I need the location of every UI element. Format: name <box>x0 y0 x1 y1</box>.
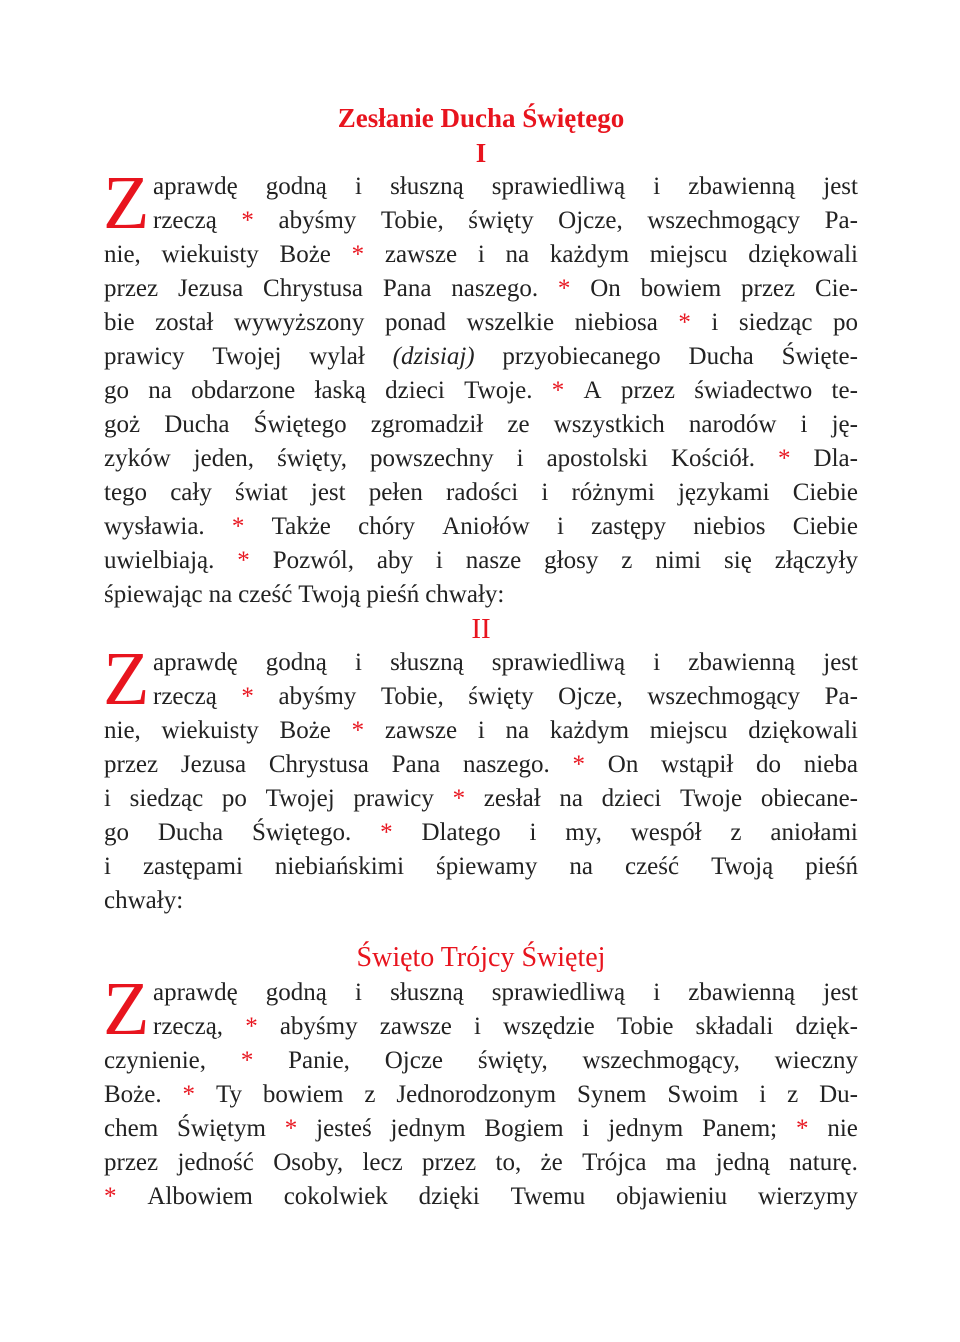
word: święty <box>468 207 534 234</box>
word: godną <box>265 173 327 200</box>
word: zbawienną <box>688 649 796 676</box>
word: Jednorodzonym <box>396 1081 557 1108</box>
word: Twojej <box>265 785 335 812</box>
text-line <box>104 714 858 748</box>
word: Pa- <box>824 207 858 234</box>
text-line <box>104 816 858 850</box>
text-line <box>104 340 858 374</box>
word: chwały: <box>104 887 184 914</box>
word: Pa- <box>824 683 858 710</box>
word: każdym <box>549 717 630 744</box>
preface-paragraph <box>103 967 858 1214</box>
word: Twoje <box>680 785 743 812</box>
word: my, <box>565 819 602 846</box>
word: zyków <box>104 445 171 472</box>
word: Twoje. <box>464 377 533 404</box>
word: i <box>653 979 661 1006</box>
word: miejscu <box>649 717 728 744</box>
word: przez <box>104 275 159 302</box>
word: i <box>582 1115 590 1142</box>
word: ponad <box>384 309 447 336</box>
word: Chrystusa <box>263 275 364 302</box>
word: bowiem <box>640 275 722 302</box>
word: wiekuisty <box>161 717 259 744</box>
text-line <box>104 238 858 272</box>
word: aniołami <box>770 819 858 846</box>
word: i <box>104 853 111 880</box>
text-line <box>104 748 858 782</box>
word: Twemu <box>510 1183 586 1210</box>
word: wierzymy <box>757 1183 858 1210</box>
preface-numeral: II <box>471 613 491 645</box>
word: Swoim <box>667 1081 739 1108</box>
word: zbawienną <box>688 979 796 1006</box>
word: Jezusa <box>177 275 244 302</box>
text-line <box>104 510 858 544</box>
word: wespół <box>630 819 702 846</box>
asterisk-mark: * <box>245 1013 258 1040</box>
word: jest <box>823 649 858 676</box>
word: i <box>477 717 485 744</box>
word: nasze <box>465 547 522 574</box>
word: Ducha <box>688 343 754 370</box>
word: łaską <box>314 377 366 404</box>
text-line <box>104 976 858 1010</box>
word: Pozwól, <box>272 547 354 574</box>
word: pieśń <box>366 581 420 608</box>
word: i <box>653 173 661 200</box>
word: obiecane- <box>760 785 858 812</box>
word: cokolwiek <box>283 1183 388 1210</box>
word: aby <box>376 547 413 574</box>
word: Boże. <box>104 1081 162 1108</box>
word: i <box>541 479 549 506</box>
word: to, <box>495 1149 522 1176</box>
asterisk-mark: * <box>572 751 586 778</box>
word: rzeczą <box>153 207 217 234</box>
word: naturę. <box>789 1149 858 1176</box>
word: niebios <box>693 513 766 540</box>
word: siedząc <box>738 309 813 336</box>
text-line <box>104 408 858 442</box>
word: z <box>787 1081 799 1108</box>
word: cześć <box>624 853 680 880</box>
word: Ciebie <box>792 513 858 540</box>
word: miejscu <box>649 241 728 268</box>
word: święty, <box>277 445 347 472</box>
word: i <box>355 979 362 1006</box>
word: że <box>540 1149 563 1176</box>
word: Dla- <box>813 445 858 472</box>
word: Ojcze <box>384 1047 444 1074</box>
word: Cie- <box>814 275 858 302</box>
word: i <box>355 649 362 676</box>
word: złączyły <box>774 547 858 574</box>
word: nie, <box>104 717 141 744</box>
text-line <box>104 476 858 510</box>
word: lecz <box>362 1149 403 1176</box>
word: po <box>832 309 858 336</box>
text-line <box>104 170 858 204</box>
word: Panem; <box>702 1115 778 1142</box>
section-gap <box>104 918 858 940</box>
word: Panie, <box>288 1047 350 1074</box>
word: przez <box>104 1149 159 1176</box>
word: słuszną <box>390 173 464 200</box>
text-line <box>104 306 858 340</box>
section-pentecost <box>104 100 858 918</box>
word: przez <box>104 751 159 778</box>
word: Synem <box>577 1081 647 1108</box>
text-line <box>104 646 858 680</box>
word: śpiewając <box>104 581 203 608</box>
word: jedność <box>177 1149 254 1176</box>
asterisk-mark: * <box>284 1115 298 1142</box>
text-line <box>104 1044 858 1078</box>
word: sprawiedliwą <box>491 173 626 200</box>
word: abyśmy <box>278 683 357 710</box>
word: Ty <box>215 1081 242 1108</box>
asterisk-mark: * <box>231 513 245 540</box>
word: Dlatego <box>421 819 501 846</box>
word: jesteś <box>316 1115 372 1142</box>
word: sprawiedliwą <box>491 979 626 1006</box>
word: Jezusa <box>180 751 247 778</box>
word: święty, <box>477 1047 548 1074</box>
text-line <box>104 544 858 578</box>
word: świadectwo <box>694 377 813 404</box>
word: siedząc <box>129 785 204 812</box>
word: objawieniu <box>616 1183 728 1210</box>
word: Ciebie <box>792 479 858 506</box>
word: On <box>590 275 621 302</box>
word: wiekuisty <box>161 241 259 268</box>
word: przez <box>620 377 675 404</box>
word: Twoją <box>711 853 774 880</box>
word: niebiosa <box>574 309 658 336</box>
word: Ojcze, <box>558 683 623 710</box>
asterisk-mark: * <box>452 785 466 812</box>
word: tego <box>104 479 148 506</box>
word: dziękowali <box>748 717 858 744</box>
word: zgromadził <box>370 411 484 438</box>
word: wszechmogący <box>647 207 801 234</box>
word: przez <box>741 275 796 302</box>
document-page <box>104 100 858 1214</box>
word: goż <box>104 411 141 438</box>
text-line <box>104 850 858 884</box>
word: Aniołów <box>442 513 530 540</box>
word: przez <box>422 1149 477 1176</box>
word: pieśń <box>805 853 858 880</box>
word: chwały: <box>425 581 505 608</box>
word: nie, <box>104 241 141 268</box>
word: i <box>477 241 485 268</box>
word: i <box>529 819 537 846</box>
word: Ducha <box>157 819 224 846</box>
word: jest <box>310 479 346 506</box>
word: A <box>583 377 602 404</box>
word: i <box>474 1013 481 1040</box>
word: cześć <box>238 581 293 608</box>
asterisk-mark: * <box>551 377 565 404</box>
text-line <box>104 578 858 612</box>
word: każdym <box>549 241 630 268</box>
text-line <box>104 680 858 714</box>
text-line <box>104 1010 858 1044</box>
word: wieczny <box>774 1047 858 1074</box>
word: aprawdę <box>153 649 238 676</box>
word: na <box>505 241 530 268</box>
word: jednym <box>608 1115 684 1142</box>
word: się <box>724 547 752 574</box>
asterisk-mark: * <box>795 1115 809 1142</box>
drop-cap: Z <box>103 967 150 1051</box>
word: jest <box>823 173 858 200</box>
word: składali <box>695 1013 774 1040</box>
word: świat <box>234 479 288 506</box>
word: Tobie, <box>380 207 444 234</box>
word: czynienie, <box>104 1047 207 1074</box>
word: (dzisiaj) <box>392 343 475 370</box>
word: na <box>559 785 583 812</box>
word: powszechny <box>370 445 494 472</box>
preface-paragraph <box>103 161 858 612</box>
word: jest <box>823 979 858 1006</box>
word: jednym <box>390 1115 466 1142</box>
word: na <box>569 853 593 880</box>
text-line <box>104 272 858 306</box>
word: naszego. <box>451 275 539 302</box>
word: chóry <box>358 513 416 540</box>
word: pełen <box>368 479 423 506</box>
word: ję- <box>831 411 858 438</box>
word: wysławia. <box>104 513 205 540</box>
word: rzeczą, <box>153 1013 224 1040</box>
asterisk-mark: * <box>380 819 393 846</box>
word: niebiańskimi <box>274 853 405 880</box>
word: Świętego <box>253 411 347 438</box>
drop-cap: Z <box>103 637 150 721</box>
word: święty <box>468 683 534 710</box>
word: zastępy <box>591 513 667 540</box>
word: słuszną <box>390 979 464 1006</box>
word: aprawdę <box>153 979 238 1006</box>
word: wszędzie <box>503 1013 595 1040</box>
word: rzeczą <box>153 683 217 710</box>
word: godną <box>265 979 327 1006</box>
word: Twojej <box>212 343 282 370</box>
text-line <box>104 374 858 408</box>
word: na <box>208 581 233 608</box>
word: przyobiecanego <box>502 343 661 370</box>
drop-cap: Z <box>103 161 150 245</box>
word: Świętego. <box>251 819 352 846</box>
word: i <box>759 1081 767 1108</box>
asterisk-mark: * <box>241 683 254 710</box>
section-trinity <box>104 940 858 1214</box>
word: Tobie, <box>380 683 444 710</box>
word: wszystkich <box>553 411 665 438</box>
word: i <box>556 513 564 540</box>
text-line <box>104 884 858 918</box>
word: te- <box>831 377 858 404</box>
word: wstąpił <box>661 751 734 778</box>
word: zawsze <box>384 717 458 744</box>
word: i <box>800 411 808 438</box>
word: Pana <box>382 275 432 302</box>
word: go <box>104 819 129 846</box>
preface-paragraph <box>103 637 858 918</box>
word: godną <box>265 649 327 676</box>
asterisk-mark: * <box>351 241 365 268</box>
word: cały <box>170 479 212 506</box>
asterisk-mark: * <box>557 275 571 302</box>
word: narodów <box>688 411 777 438</box>
word: bowiem <box>262 1081 344 1108</box>
word: Kościół. <box>670 445 756 472</box>
word: sprawiedliwą <box>491 649 626 676</box>
word: wywyższony <box>233 309 365 336</box>
word: dziękowali <box>748 241 858 268</box>
word: różnymi <box>571 479 655 506</box>
word: abyśmy <box>278 207 357 234</box>
word: obdarzone <box>191 377 296 404</box>
word: wszelkie <box>466 309 555 336</box>
word: dzięki <box>418 1183 480 1210</box>
word: słuszną <box>390 649 464 676</box>
asterisk-mark: * <box>104 1183 117 1210</box>
word: z <box>621 547 633 574</box>
text-line <box>104 1146 858 1180</box>
word: po <box>221 785 247 812</box>
word: Ducha <box>164 411 230 438</box>
word: Twoją <box>298 581 361 608</box>
asterisk-mark: * <box>241 207 254 234</box>
word: bie <box>104 309 135 336</box>
word: Chrystusa <box>268 751 369 778</box>
word: i <box>435 547 443 574</box>
word: naszego. <box>462 751 550 778</box>
word: Boże <box>279 717 331 744</box>
word: zawsze <box>384 241 458 268</box>
word: na <box>148 377 172 404</box>
asterisk-mark: * <box>182 1081 196 1108</box>
word: nieba <box>803 751 858 778</box>
word: radości <box>446 479 519 506</box>
word: został <box>155 309 214 336</box>
word: i <box>355 173 362 200</box>
asterisk-mark: * <box>240 1047 254 1074</box>
word: jedną <box>715 1149 770 1176</box>
text-line <box>104 442 858 476</box>
word: apostolski <box>546 445 648 472</box>
word: Świętym <box>177 1115 266 1142</box>
word: ze <box>507 411 530 438</box>
word: i <box>104 785 111 812</box>
word: prawicy <box>104 343 185 370</box>
word: Du- <box>819 1081 858 1108</box>
word: nimi <box>655 547 702 574</box>
word: dzięk- <box>795 1013 858 1040</box>
word: zesłał <box>483 785 541 812</box>
word: z <box>730 819 742 846</box>
word: głosy <box>544 547 599 574</box>
word: nie <box>827 1115 858 1142</box>
word: i <box>711 309 719 336</box>
text-line <box>104 1180 858 1214</box>
word: zawsze <box>379 1013 452 1040</box>
asterisk-mark: * <box>778 445 791 472</box>
word: językami <box>677 479 770 506</box>
word: dzieci <box>601 785 662 812</box>
word: wszechmogący, <box>582 1047 740 1074</box>
word: abyśmy <box>279 1013 358 1040</box>
word: Trójca <box>582 1149 647 1176</box>
word: On <box>607 751 639 778</box>
word: do <box>756 751 782 778</box>
preface-numeral: I <box>475 138 487 168</box>
word: zastępami <box>142 853 243 880</box>
word: Święte- <box>781 343 858 370</box>
word: Pana <box>391 751 441 778</box>
word: uwielbiają. <box>104 547 215 574</box>
word: i <box>653 649 661 676</box>
word: wylał <box>309 343 365 370</box>
word: Boże <box>279 241 331 268</box>
word: Osoby, <box>273 1149 344 1176</box>
asterisk-mark: * <box>237 547 250 574</box>
asterisk-mark: * <box>351 717 365 744</box>
word: chem <box>104 1115 159 1142</box>
word: na <box>505 717 530 744</box>
text-line <box>104 204 858 238</box>
word: z <box>364 1081 376 1108</box>
asterisk-mark: * <box>678 309 691 336</box>
word: Bogiem <box>484 1115 564 1142</box>
word: i <box>516 445 524 472</box>
text-line <box>104 1112 858 1146</box>
word: ma <box>665 1149 697 1176</box>
word: Także <box>271 513 331 540</box>
word: prawicy <box>353 785 434 812</box>
word: Tobie <box>616 1013 674 1040</box>
word: Albowiem <box>147 1183 253 1210</box>
section-title: Święto Trójcy Świętej <box>356 942 606 973</box>
word: jeden, <box>193 445 255 472</box>
word: Ojcze, <box>558 207 623 234</box>
word: śpiewamy <box>436 853 538 880</box>
text-line <box>104 782 858 816</box>
word: dzieci <box>385 377 445 404</box>
word: aprawdę <box>153 173 238 200</box>
text-line <box>104 1078 858 1112</box>
word: go <box>104 377 129 404</box>
word: zbawienną <box>688 173 796 200</box>
section-title: Zesłanie Ducha Świętego <box>337 103 625 133</box>
word: wszechmogący <box>647 683 801 710</box>
